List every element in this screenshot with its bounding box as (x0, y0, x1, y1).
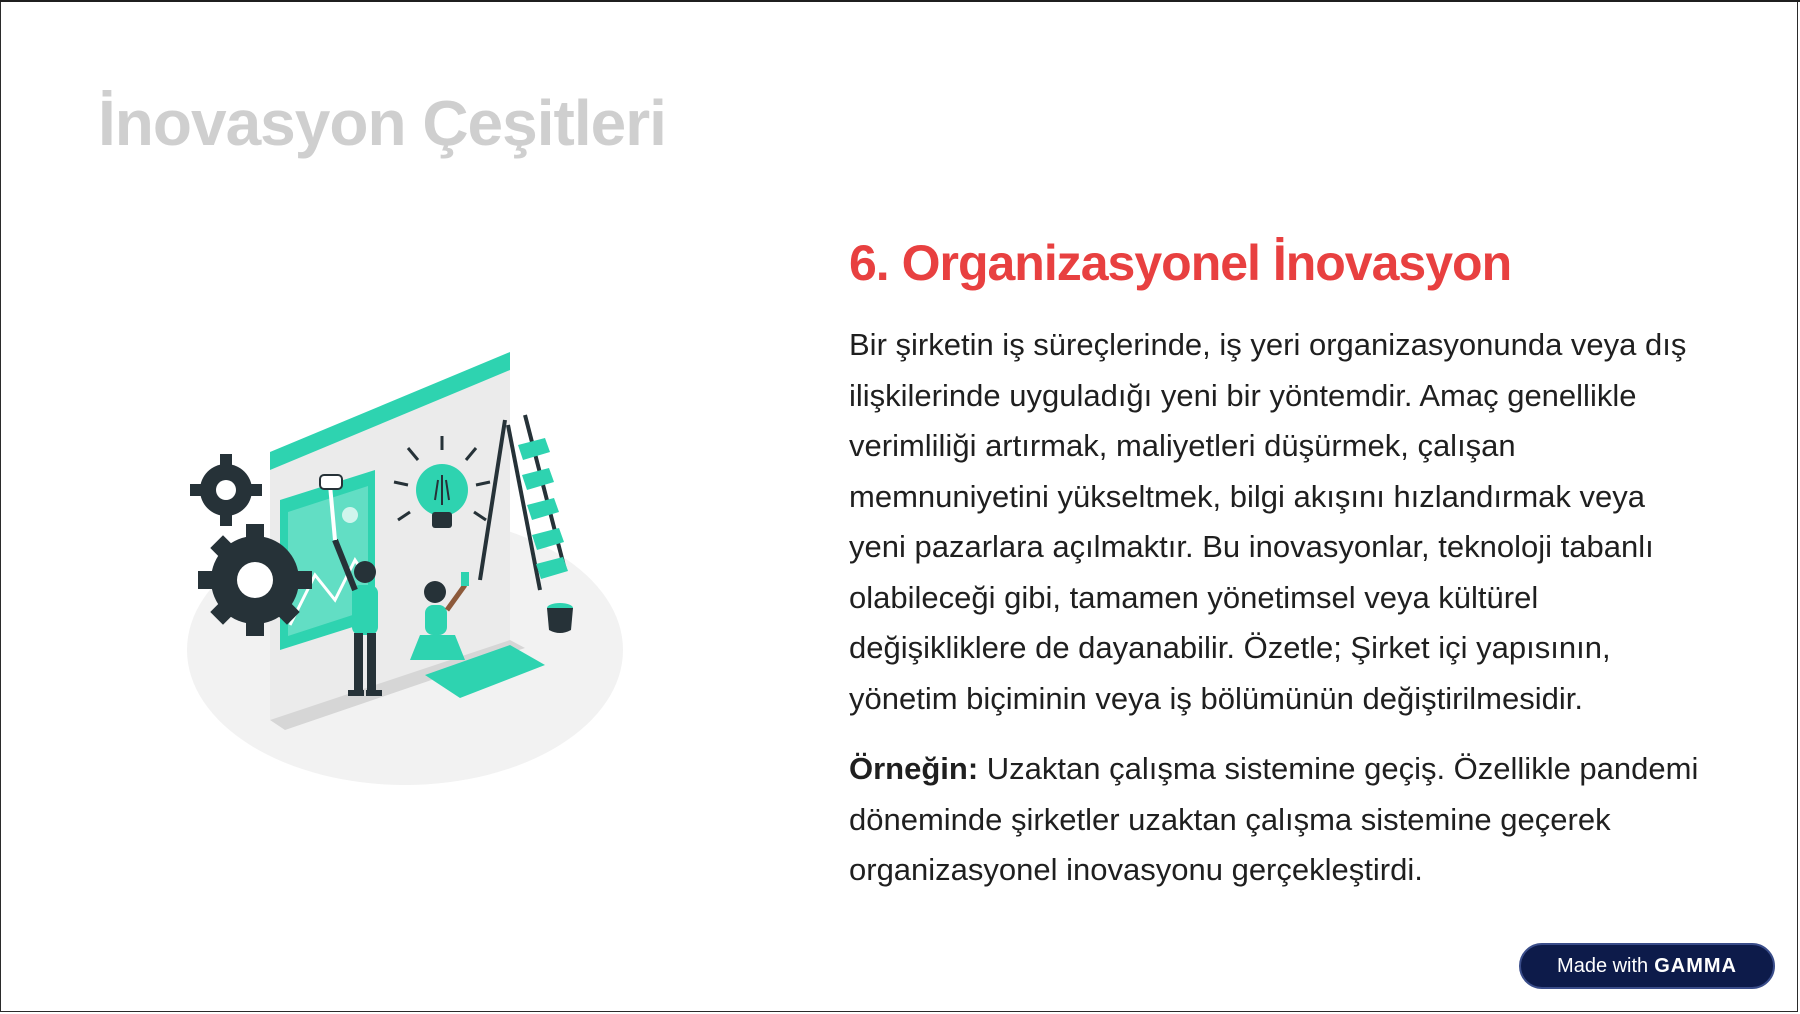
slide-title: İnovasyon Çeşitleri (98, 87, 666, 159)
innovation-illustration (180, 340, 640, 790)
paint-bucket-icon (547, 603, 573, 633)
example-text: Uzaktan çalışma sistemine geçiş. Özellikle pandemi döneminde şirketler uzaktan çalışma sistemine geçerek organizasyonel inovasyonu gerçekleştirdi. (849, 751, 1699, 887)
section-paragraph: Bir şirketin iş süreçlerinde, iş yeri organizasyonunda veya dış ilişkilerinde uyguladığı yeni bir yöntemdir. Amaç genellikle verimliliği artırmak, maliyetleri düşürmek, çalışan memnuniyetini yükseltmek, bilgi akışını hızlandırmak veya yeni pazarlara açılmaktır. Bu inovasyonlar, teknoloji tabanlı olabileceği gibi, tamamen yönetimsel veya kültürel değişikliklere de dayanabilir. Özetle; Şirket içi yapısının, yönetim biçiminin veya iş bölümünün değiştirilmesidir. (849, 327, 1687, 716)
badge-brand: GAMMA (1654, 954, 1737, 977)
example-paragraph (849, 744, 1709, 896)
content-column (849, 230, 1709, 896)
example-label: Örneğin: (849, 751, 979, 786)
top-rule (0, 0, 1800, 2)
section-heading: 6. Organizasyonel İnovasyon (849, 235, 1512, 291)
badge-prefix: Made with (1557, 954, 1649, 977)
made-with-gamma-badge[interactable] (1519, 943, 1775, 989)
